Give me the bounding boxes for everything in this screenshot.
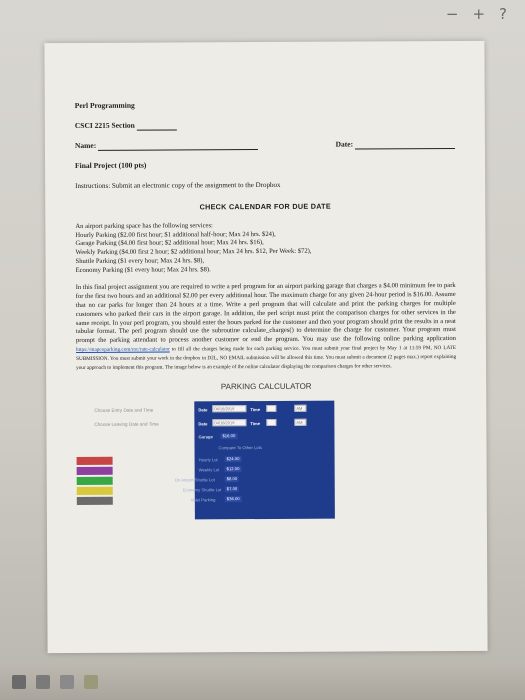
assignment-paragraph — [76, 282, 456, 373]
leaving-date-input[interactable]: 04/16/2019 — [212, 419, 246, 426]
entry-hour-select[interactable] — [266, 405, 276, 412]
lot-color-swatch — [77, 497, 113, 505]
services-list — [75, 221, 455, 276]
taskbar — [0, 664, 525, 700]
services-line: Shuttle Parking ($1 every hour; Max 24 hrs. $8), — [75, 257, 205, 266]
project-title: Final Project (100 pts) — [75, 160, 147, 171]
garage-value: $16.00 — [220, 433, 237, 439]
calculator-link[interactable]: https://mapcoparking.com/roc/rate-calculator — [75, 346, 170, 354]
lot-label: On Airport Shuttle Lot — [174, 476, 215, 483]
services-line: Weekly Parking ($4.00 first 2 hour; $2 additional hour; Max 24 hrs. $12, Per Week: $72), — [75, 248, 312, 257]
lot-value: $8.00 — [225, 476, 240, 482]
lot-color-swatch — [77, 487, 113, 495]
course-title: Perl Programming — [74, 100, 135, 110]
lot-color-swatch — [77, 457, 113, 465]
date-word: Date — [198, 407, 208, 413]
entry-date-input[interactable]: 04/16/2019 — [212, 405, 246, 412]
lot-value: $12.00 — [225, 466, 242, 472]
lot-label: Valet Parking — [190, 496, 216, 503]
compare-label: Compare To Other Lots — [218, 444, 262, 450]
calculator-panel — [174, 400, 335, 519]
check-calendar-heading: CHECK CALENDAR FOR DUE DATE — [199, 201, 331, 212]
entry-label: Choose Entry Date and Time — [94, 407, 154, 413]
name-label: Name: — [74, 141, 97, 151]
lot-color-swatch — [77, 467, 113, 475]
instructions: Instructions: Submit an electronic copy of the assignment to the Dropbox — [75, 180, 281, 190]
lot-value: $24.00 — [225, 456, 242, 462]
paragraph-tail: to fill all the charges being made for each parking service. You must submit your final project by May 1 at 11:59 PM, NO LATE SUBMISSION. You must submit your work in the dropbox in D2L, NO EMAIL submission will be allowed this time. You must submit a document (2 pages max.) report explaining your approach to implement this program. The image below is an example of the online calculator displaying the comparison charges for other services. — [76, 345, 457, 372]
services-line: An airport parking space has the following services: — [75, 221, 213, 230]
date-label: Date: — [335, 139, 354, 149]
app-icon[interactable] — [84, 675, 98, 689]
add-icon[interactable]: + — [472, 5, 486, 23]
lot-color-swatch — [77, 477, 113, 485]
section-blank — [137, 130, 177, 131]
parking-calculator-image — [76, 400, 457, 520]
section-line — [75, 119, 455, 131]
lot-label: Hourly Lot — [198, 456, 218, 463]
minimize-icon[interactable]: − — [445, 5, 459, 23]
time-word: Time — [250, 420, 261, 426]
leaving-ampm-select[interactable]: AM — [294, 418, 306, 425]
lot-value: $7.00 — [225, 486, 240, 492]
lock-icon[interactable] — [12, 675, 26, 689]
entry-ampm-select[interactable]: AM — [294, 404, 306, 411]
leaving-label: Choose Leaving Date and Time — [94, 421, 159, 427]
help-icon[interactable]: ? — [499, 5, 507, 23]
lot-value: $36.00 — [225, 496, 242, 502]
leaving-hour-select[interactable] — [266, 419, 276, 426]
section-label: CSCI 2215 Section — [74, 120, 135, 131]
home-icon[interactable] — [36, 675, 50, 689]
document-page — [44, 41, 487, 653]
lot-label: Weekly Lot — [198, 466, 220, 473]
window-toolbar — [0, 0, 525, 28]
download-icon[interactable] — [60, 675, 74, 689]
services-line: Hourly Parking ($2.00 first hour; $1 additional half-hour; Max 24 hrs. $24), — [75, 230, 276, 239]
name-date-row — [75, 139, 455, 151]
services-line: Economy Parking ($1 every hour; Max 24 hrs. $8). — [75, 266, 211, 275]
time-word: Time — [250, 406, 261, 412]
name-blank — [98, 149, 258, 151]
garage-label: Garage — [198, 433, 213, 440]
lot-label: Economy Shuttle Lot — [182, 486, 222, 493]
services-line: Garage Parking ($4.00 first hour; $2 additional hour; Max 24 hrs. $16), — [75, 239, 264, 248]
date-blank — [355, 148, 455, 150]
calculator-title: PARKING CALCULATOR — [220, 381, 312, 392]
date-word: Date — [198, 421, 208, 427]
paragraph-text: In this final project assignment you are required to write a perl program for an airport parking garage that charges a $4.00 minimum fee to park for the first two hours and an additional $2.00 per every additional hour. The maximum charge for any given 24-hour period is $16.00. Assume that no car parks for longer than 24 hours at a time. Write a perl program that will calculate and print the parking charges for multiple customers who parked their cars in the airport garage. In addition, the perl script must print the comparison charges for other services in the same receipt. In your perl program, you should enter the hours parked for the customer and then your program should print the results in a neat tabular format. The perl program should use the subroutine calculate_charges() to determine the charge for customer. Your program must prompt the parking attendant to process another customer or end the program. You may use the following online parking application — [75, 282, 456, 345]
